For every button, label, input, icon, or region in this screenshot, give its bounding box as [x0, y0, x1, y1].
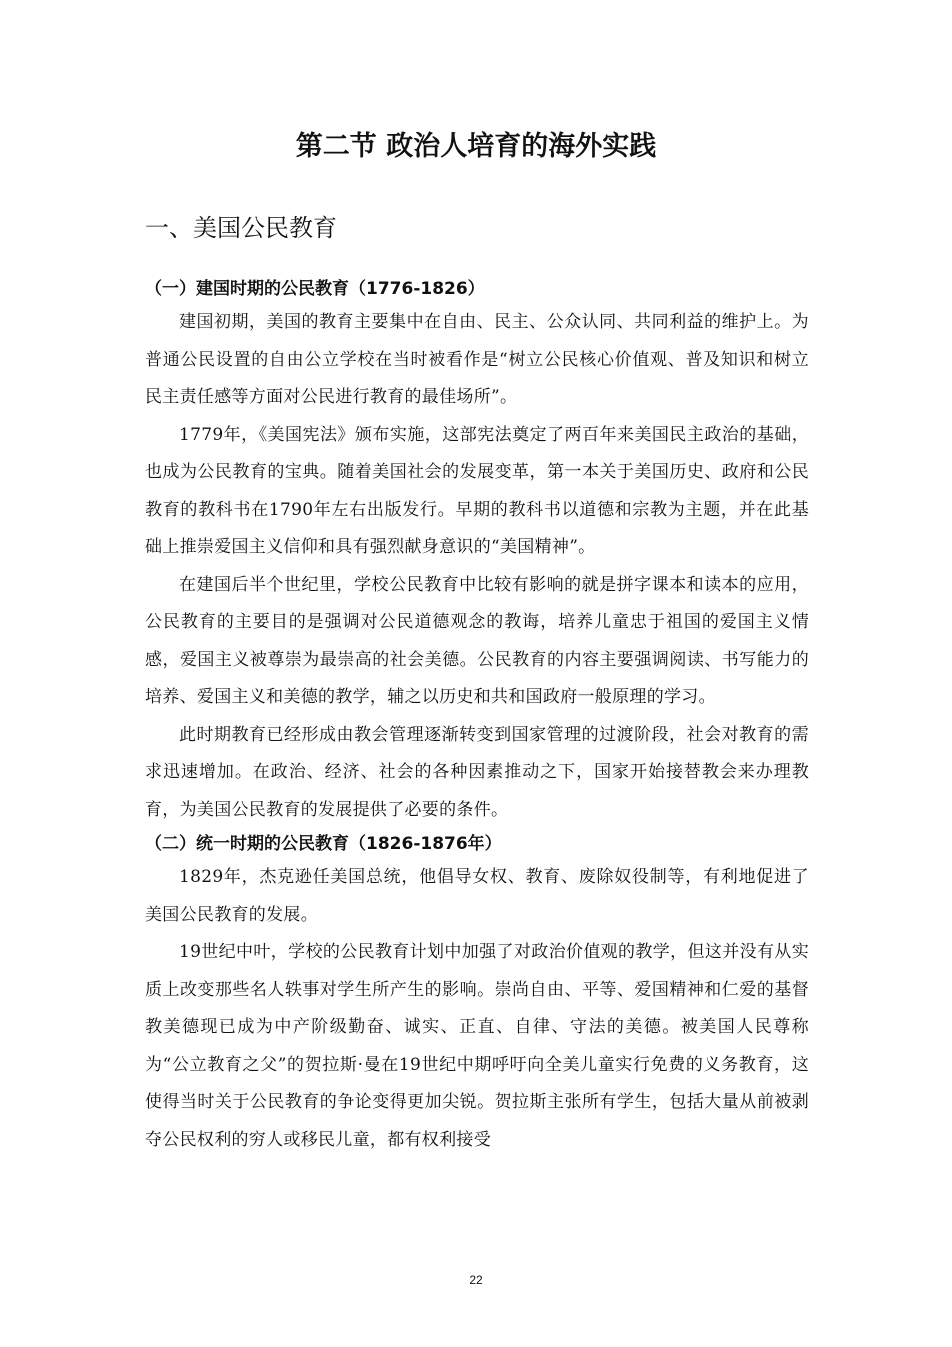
- subsection-heading: （一）建国时期的公民教育（1776-1826）: [145, 279, 485, 299]
- document-body: [145, 274, 809, 1159]
- paragraph: 19世纪中叶，学校的公民教育计划中加强了对政治价值观的教学，但这并没有从实质上改变那些名人轶事对学生所产生的影响。崇尚自由、平等、爱国精神和仁爱的基督教美德现已成为中产阶级勤奋、诚实、正直、自律、守法的美德。被美国人民尊称为“公立教育之父”的贺拉斯·曼在19世纪中期呼吁向全美儿童实行免费的义务教育，这使得当时关于公民教育的争论变得更加尖锐。贺拉斯主张所有学生，包括大量从前被剥夺公民权利的穷人或移民儿童，都有权利接受: [145, 942, 809, 1150]
- paragraph: 建国初期，美国的教育主要集中在自由、民主、公众认同、共同利益的维护上。为普通公民设置的自由公立学校在当时被看作是“树立公民核心价值观、普及知识和树立民主责任感等方面对公民进行教育的最佳场所”。: [145, 312, 809, 407]
- paragraph: 1829年，杰克逊任美国总统，他倡导女权、教育、废除奴役制等，有利地促进了美国公民教育的发展。: [145, 867, 809, 925]
- paragraph: 1779年，《美国宪法》颁布实施，这部宪法奠定了两百年来美国民主政治的基础，也成为公民教育的宝典。随着美国社会的发展变革，第一本关于美国历史、政府和公民教育的教科书在1790年左右出版发行。早期的教科书以道德和宗教为主题，并在此基础上推崇爱国主义信仰和具有强烈献身意识的“美国精神”。: [145, 424, 809, 557]
- section-heading: 一、美国公民教育: [145, 214, 337, 242]
- page-number: 22: [469, 1273, 483, 1287]
- paragraph: 此时期教育已经形成由教会管理逐渐转变到国家管理的过渡阶段，社会对教育的需求迅速增加。在政治、经济、社会的各种因素推动之下，国家开始接替教会来办理教育，为美国公民教育的发展提供了必要的条件。: [145, 724, 809, 820]
- paragraph: 在建国后半个世纪里，学校公民教育中比较有影响的就是拼字课本和读本的应用，公民教育的主要目的是强调对公民道德观念的教诲，培养儿童忠于祖国的爱国主义情感，爱国主义被尊崇为最崇高的社会美德。公民教育的内容主要强调阅读、书写能力的培养、爱国主义和美德的教学，辅之以历史和共和国政府一般原理的学习。: [145, 574, 809, 707]
- subsection-heading: （二）统一时期的公民教育（1826-1876年）: [145, 834, 502, 854]
- chapter-title: 第二节 政治人培育的海外实践: [295, 131, 657, 162]
